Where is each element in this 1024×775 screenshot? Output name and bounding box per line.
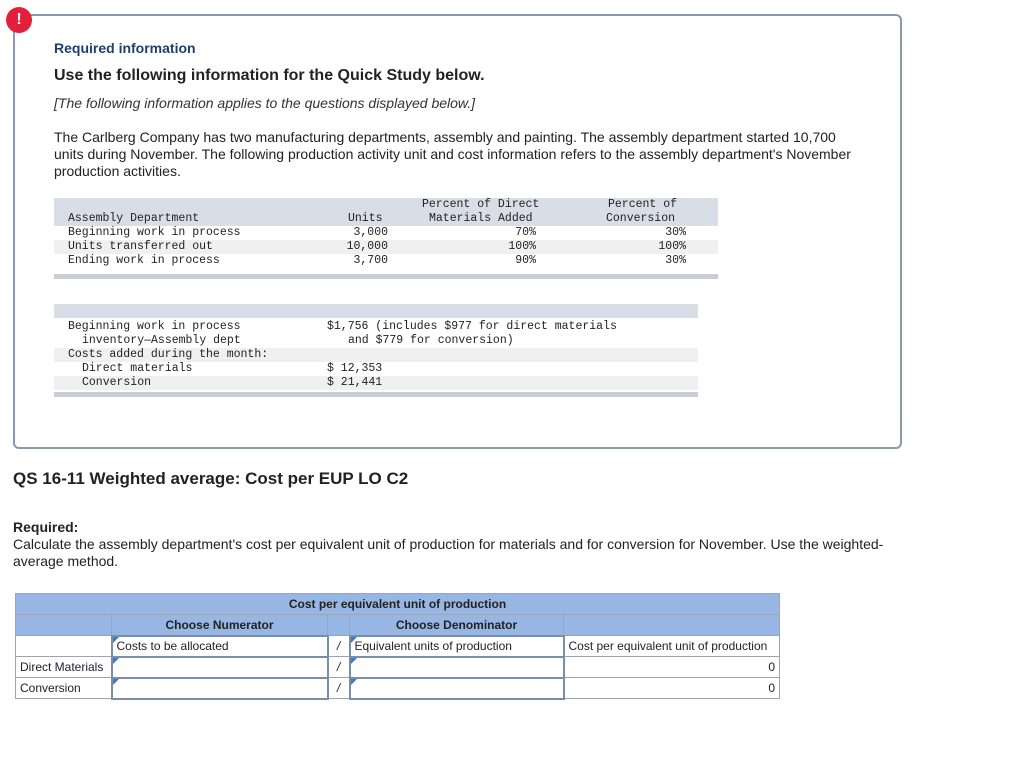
table-row — [16, 678, 780, 699]
row-label: Units transferred out — [68, 240, 213, 253]
row-dm: 70% — [515, 226, 536, 239]
dropdown-marker-icon — [351, 658, 357, 664]
conv-cost-value: $ 21,441 — [327, 376, 383, 389]
bwip-value: $1,756 (includes $977 for direct materials — [327, 320, 617, 333]
row-label: Ending work in process — [68, 254, 220, 267]
result-header-cell: Cost per equivalent unit of production — [564, 636, 780, 657]
table-row — [54, 362, 698, 376]
denominator-select[interactable] — [350, 636, 564, 657]
intro-paragraph: The Carlberg Company has two manufacturing departments, assembly and painting. The assembly department started 10,700 units during November. The following production activity unit and cost information refers to the assembly department's November production activities. — [54, 129, 851, 179]
header-conv-line2: Conversion — [606, 212, 676, 225]
table-row — [16, 657, 780, 678]
table-row — [54, 240, 718, 254]
divide-sign: / — [328, 657, 350, 678]
conv-cost-label: Conversion — [82, 376, 152, 389]
header-units: Units — [348, 212, 383, 225]
required-label: Required: — [13, 519, 79, 535]
conversion-label: Conversion — [16, 678, 112, 699]
table-row — [54, 320, 698, 334]
row-conv: 30% — [665, 226, 686, 239]
table-row — [54, 334, 698, 348]
bwip-label: Beginning work in process — [68, 320, 241, 333]
required-info-heading: Required information — [54, 40, 196, 56]
row-conv: 30% — [665, 254, 686, 267]
dropdown-marker-icon — [351, 637, 357, 643]
numerator-select-value: Costs to be allocated — [116, 639, 229, 653]
units-table-header — [54, 198, 718, 226]
divide-sign: / — [328, 636, 350, 657]
units-table — [54, 198, 718, 279]
bwip-value-cont: and $779 for conversion) — [348, 334, 514, 347]
cost-table-header-band — [54, 304, 698, 318]
blank-header-cell — [564, 615, 780, 636]
table-footer-rule — [54, 274, 718, 279]
cost-table — [54, 304, 698, 397]
denominator-select-value: Equivalent units of production — [354, 639, 512, 653]
conv-denominator-input[interactable] — [350, 678, 564, 699]
table-row — [54, 254, 718, 268]
header-dm-line2: Materials Added — [429, 212, 533, 225]
header-conv-line1: Percent of — [608, 198, 678, 211]
row-conv: 100% — [658, 240, 686, 253]
worksheet-table — [15, 593, 780, 700]
numerator-header: Choose Numerator — [112, 615, 328, 636]
table-row — [54, 348, 698, 362]
blank-header-cell — [328, 615, 350, 636]
header-dept: Assembly Department — [68, 212, 200, 225]
alert-icon: ! — [6, 7, 32, 33]
required-text: Calculate the assembly department's cost per equivalent unit of production for materials and for conversion for November. Use the weighted-average method. — [13, 536, 884, 569]
dm-cost-label: Direct materials — [82, 362, 193, 375]
header-dm-line1: Percent of Direct — [422, 198, 540, 211]
dropdown-marker-icon — [113, 637, 119, 643]
table-footer-rule — [54, 392, 698, 397]
dropdown-marker-icon — [113, 679, 119, 685]
dm-denominator-input[interactable] — [350, 657, 564, 678]
blank-header-cell — [16, 615, 112, 636]
applies-note: [The following information applies to the questions displayed below.] — [54, 95, 476, 111]
dm-numerator-input[interactable] — [112, 657, 328, 678]
worksheet-title: Cost per equivalent unit of production — [16, 594, 780, 615]
question-title: QS 16-11 Weighted average: Cost per EUP LO C2 — [13, 469, 409, 488]
table-row — [54, 226, 718, 240]
conv-numerator-input[interactable] — [112, 678, 328, 699]
row-label: Beginning work in process — [68, 226, 241, 239]
conv-result: 0 — [564, 678, 780, 699]
numerator-select[interactable] — [112, 636, 328, 657]
instructions-heading: Use the following information for the Quick Study below. — [54, 67, 485, 84]
row-dm: 90% — [515, 254, 536, 267]
divide-sign: / — [328, 678, 350, 699]
row-units: 3,000 — [353, 226, 388, 239]
table-row — [54, 376, 698, 390]
blank-label-cell — [16, 636, 112, 657]
dm-cost-value: $ 12,353 — [327, 362, 383, 375]
denominator-header: Choose Denominator — [350, 615, 564, 636]
direct-materials-label: Direct Materials — [16, 657, 112, 678]
dm-result: 0 — [564, 657, 780, 678]
dropdown-marker-icon — [113, 658, 119, 664]
row-units: 10,000 — [346, 240, 388, 253]
row-units: 3,700 — [353, 254, 388, 267]
bwip-label-cont: inventory—Assembly dept — [82, 334, 241, 347]
costs-added-label: Costs added during the month: — [68, 348, 269, 361]
row-dm: 100% — [508, 240, 536, 253]
dropdown-marker-icon — [351, 679, 357, 685]
